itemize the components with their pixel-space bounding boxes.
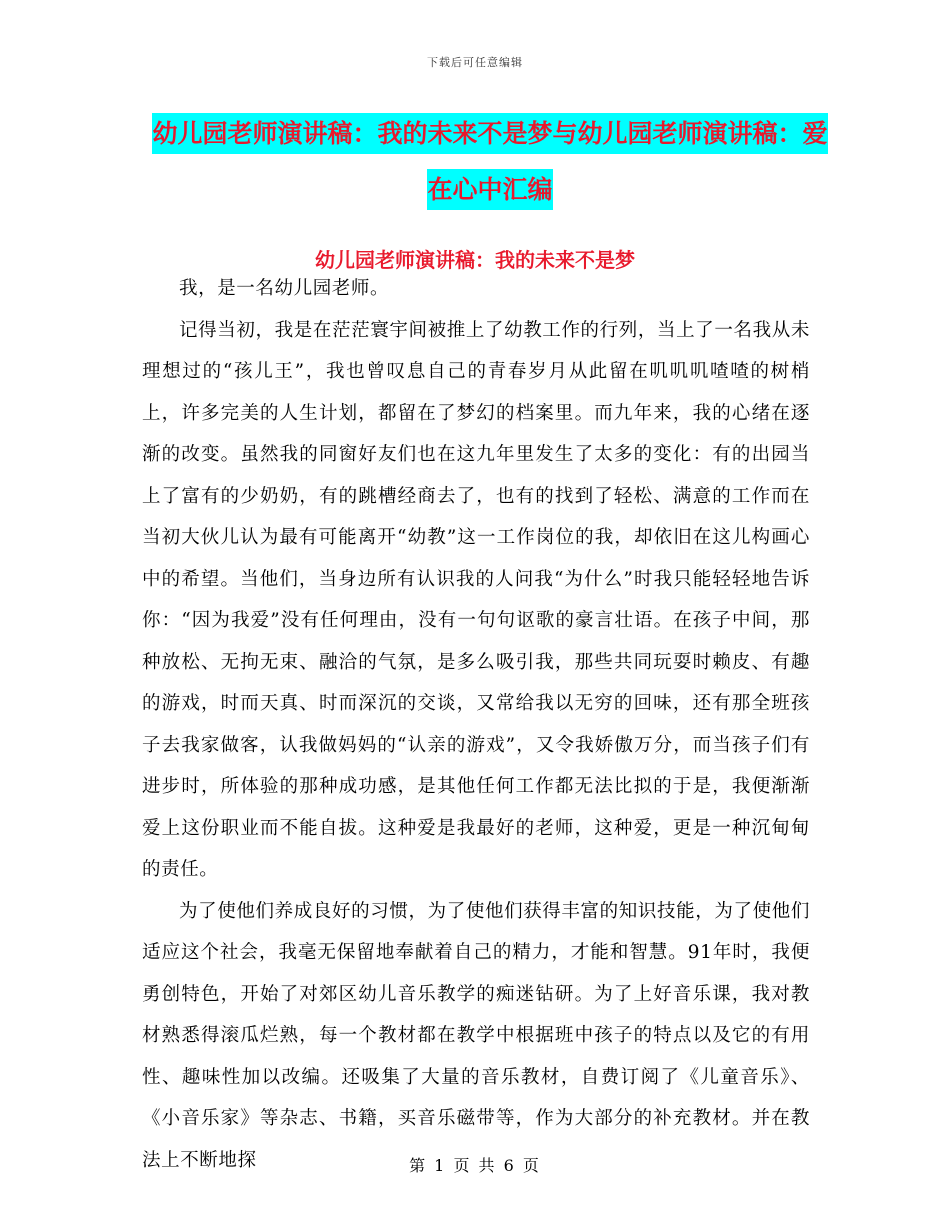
section-title: 幼儿园老师演讲稿：我的未来不是梦 xyxy=(315,248,635,272)
body-paragraph: 记得当初，我是在茫茫寰宇间被推上了幼教工作的行列，当上了一名我从未理想过的“孩儿王”，我也曾叹息自己的青春岁月从此留在叽叽叽喳喳的树梢上，许多完美的人生计划，都留在了梦幻的档案里。而九年来，我的心绪在逐渐的改变。虽然我的同窗好友们也在这九年里发生了太多的变化：有的出园当上了富有的少奶奶，有的跳槽经商去了，也有的找到了轻松、满意的工作而在当初大伙儿认为最有可能离开“幼教”这一工作岗位的我，却依旧在这儿构画心中的希望。当他们，当身边所有认识我的人问我“为什么”时我只能轻轻地告诉你：“因为我爱”没有任何理由，没有一句句讴歌的豪言壮语。在孩子中间，那种放松、无拘无束、融洽的气氛，是多么吸引我，那些共同玩耍时赖皮、有趣的游戏，时而天真、时而深沉的交谈，又常给我以无穷的回味，还有那全班孩子去我家做客，认我做妈妈的“认亲的游戏”，又令我娇傲万分，而当孩子们有进步时，所体验的那种成功感，是其他任何工作都无法比拟的于是，我便渐渐爱上这份职业而不能自拔。这种爱是我最好的老师，这种爱，更是一种沉甸甸的责任。 xyxy=(142,319,810,880)
body-paragraph: 我，是一名幼儿园老师。 xyxy=(179,278,390,299)
body-paragraph: 为了使他们养成良好的习惯，为了使他们获得丰富的知识技能，为了使他们适应这个社会，我毫无保留地奉献着自己的精力，才能和智慧。91年时，我便勇创特色，开始了对郊区幼儿音乐教学的痴迷钻研。为了上好音乐课，我对教材熟悉得滚瓜烂熟，每一个教材都在教学中根据班中孩子的特点以及它的有用性、趣味性加以改编。还吸集了大量的音乐教材，自费订阅了《儿童音乐》、《小音乐家》等杂志、书籍，买音乐磁带等，作为大部分的补充教材。并在教法上不断地探 xyxy=(142,900,810,1171)
page-number-footer: 第 1 页 共 6 页 xyxy=(409,1156,541,1175)
document-body xyxy=(142,268,810,1181)
page-header-note: 下载后可任意编辑 xyxy=(427,56,523,69)
document-title xyxy=(150,106,830,218)
document-title-text: 幼儿园老师演讲稿：我的未来不是梦与幼儿园老师演讲稿：爱在心中汇编 xyxy=(152,113,827,210)
